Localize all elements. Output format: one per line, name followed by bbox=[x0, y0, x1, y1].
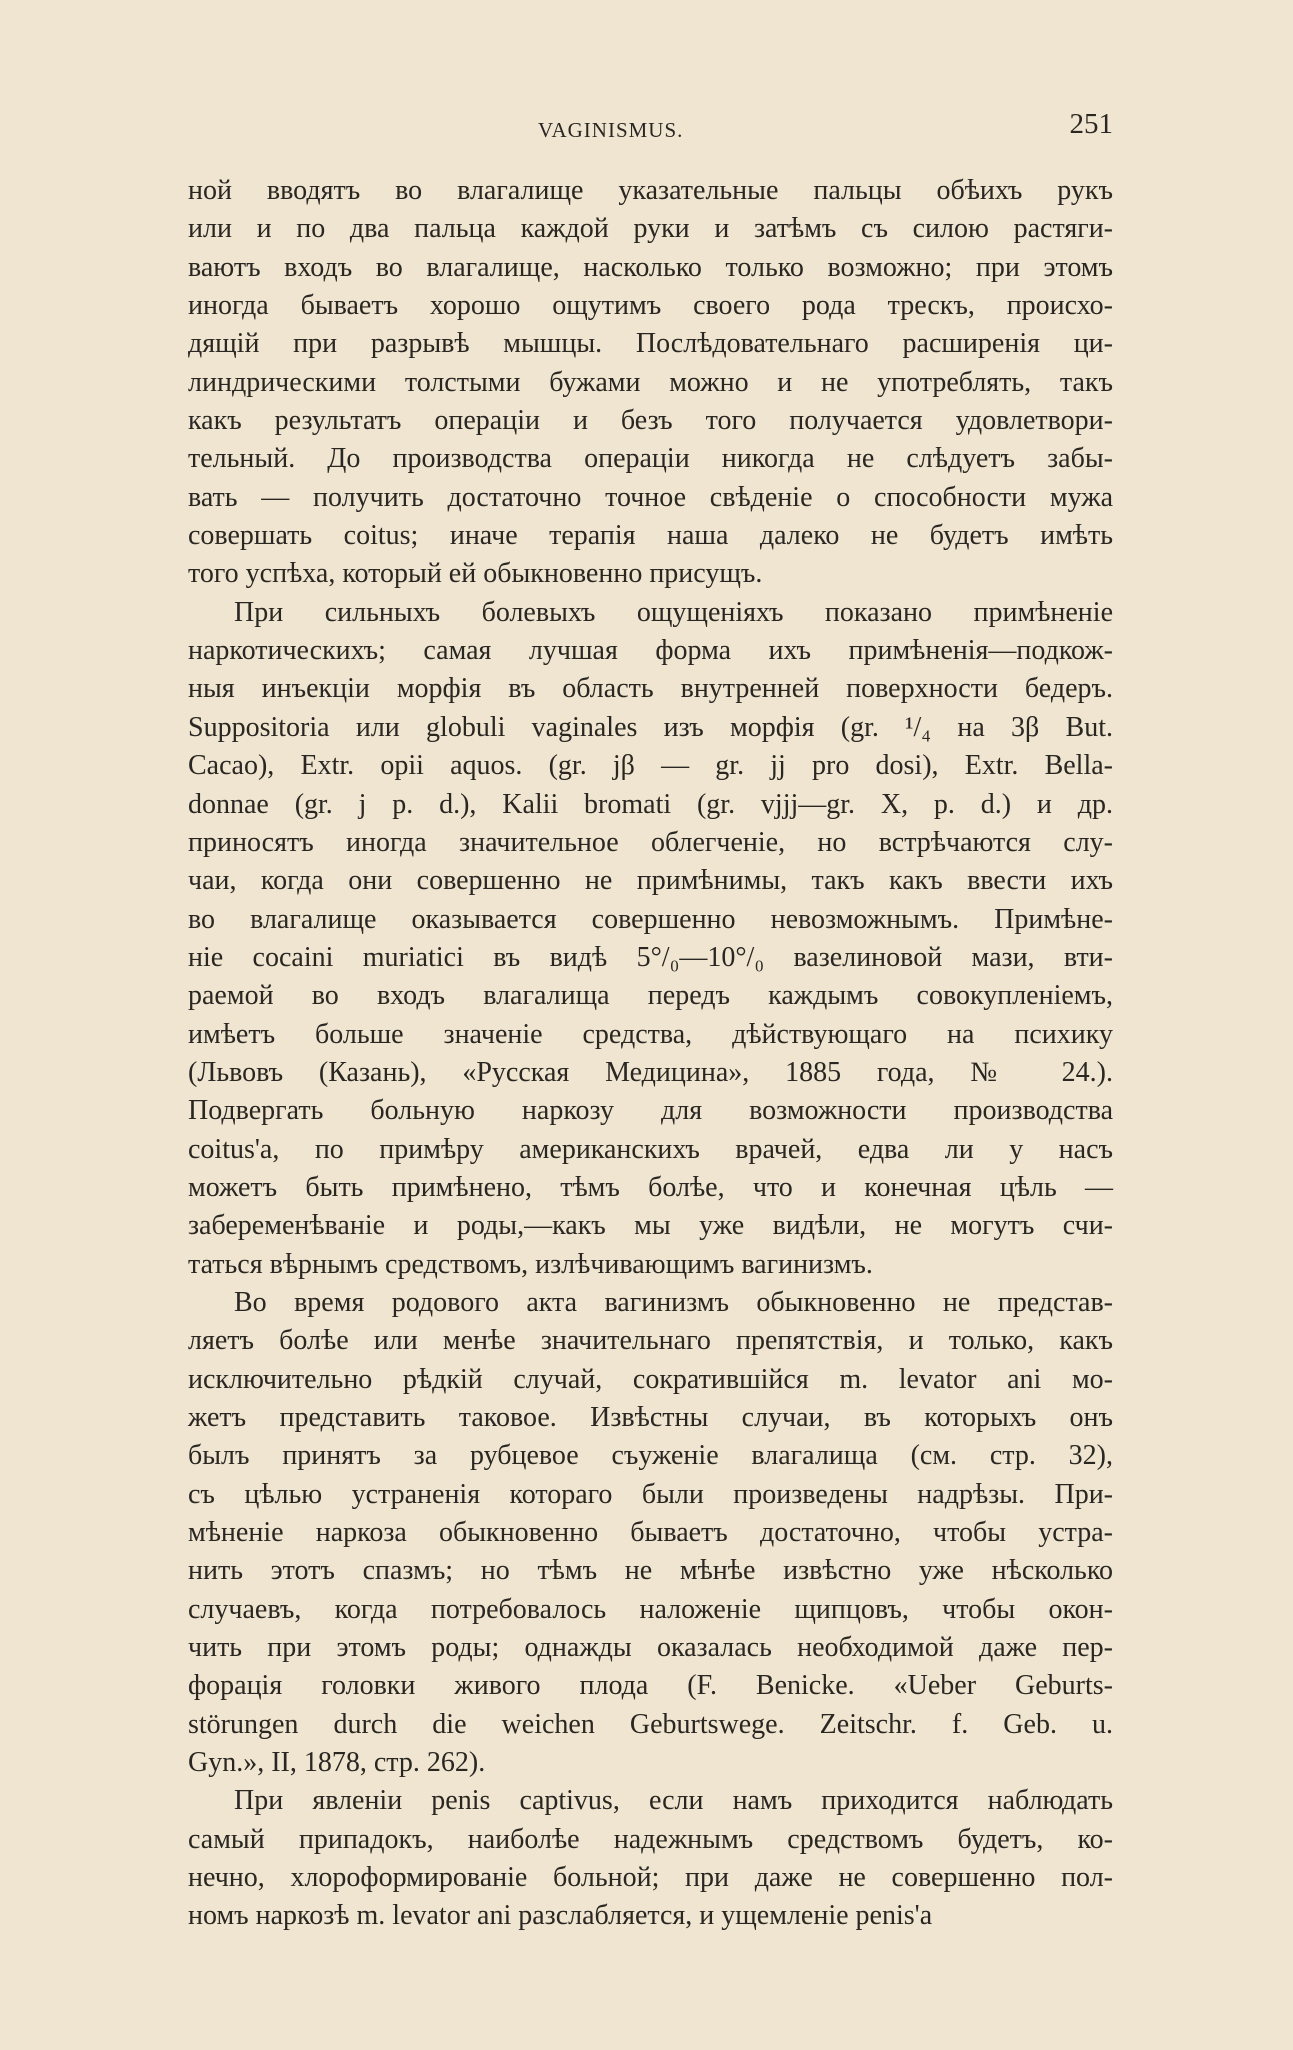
text-line: случаевъ, когда потребовалось наложеніе щипцовъ, чтобы окон- bbox=[188, 1593, 1113, 1625]
text-line: нечно, хлороформированіе больной; при даже не совершенно пол- bbox=[188, 1862, 1113, 1894]
text-line: (Львовъ (Казань), «Русская Медицина», 1885 года, № 24.). bbox=[188, 1056, 1113, 1088]
text-line: линдрическими толстыми бужами можно и не употреблять, такъ bbox=[188, 366, 1113, 398]
text-line: дящій при разрывѣ мышцы. Послѣдовательнаго расширенія ци- bbox=[188, 328, 1113, 360]
text-line: приносятъ иногда значительное облегченіе, но встрѣчаются слу- bbox=[188, 826, 1113, 858]
text-line: störungen durch die weichen Geburtswege. Zeitschr. f. Geb. u. bbox=[188, 1708, 1113, 1740]
text-line: таться вѣрнымъ средствомъ, излѣчивающимъ вагинизмъ. bbox=[188, 1248, 873, 1280]
text-line: какъ результатъ операціи и безъ того получается удовлетвори- bbox=[188, 405, 1113, 437]
text-line: иногда бываетъ хорошо ощутимъ своего рода трескъ, происхо- bbox=[188, 290, 1113, 322]
text-line: исключительно рѣдкій случай, сократившійся m. levator ani мо- bbox=[188, 1363, 1113, 1395]
text-line: Gyn.», II, 1878, стр. 262). bbox=[188, 1747, 486, 1779]
running-head bbox=[188, 108, 1113, 148]
text-line: того успѣха, который ей обыкновенно присущъ. bbox=[188, 558, 763, 590]
text-line: ваютъ входъ во влагалище, насколько только возможно; при этомъ bbox=[188, 251, 1113, 283]
text-line: мѣненіе наркоза обыкновенно бываетъ достаточно, чтобы устра- bbox=[188, 1517, 1113, 1549]
text-line: тельный. До производства операціи никогда не слѣдуетъ забы- bbox=[188, 443, 1113, 475]
text-line: или и по два пальца каждой руки и затѣмъ съ силою растяги- bbox=[188, 213, 1113, 245]
text-line: имѣетъ больше значеніе средства, дѣйствующаго на психику bbox=[188, 1018, 1113, 1050]
text-line: Suppositoria или globuli vaginales изъ морфія (gr. ¹/₄ на 3β But. bbox=[188, 711, 1113, 743]
text-line: Cacao), Extr. opii aquos. (gr. jβ — gr. jj pro dosi), Extr. Bella- bbox=[188, 750, 1113, 782]
page-number: 251 bbox=[1069, 108, 1113, 140]
text-line: ныя инъекціи морфія въ область внутренней поверхности бедеръ. bbox=[188, 673, 1113, 705]
text-line: ной вводятъ во влагалище указательные пальцы обѣихъ рукъ bbox=[188, 175, 1113, 206]
text-line: При сильныхъ болевыхъ ощущеніяхъ показано примѣненіе bbox=[234, 596, 1113, 628]
text-line: чаи, когда они совершенно не примѣнимы, такъ какъ ввести ихъ bbox=[188, 865, 1113, 897]
text-line: самый припадокъ, наиболѣе надежнымъ средствомъ будетъ, ко- bbox=[188, 1823, 1113, 1855]
text-line: раемой во входъ влагалища передъ каждымъ совокупленіемъ, bbox=[188, 980, 1113, 1012]
text-line: вать — получить достаточно точное свѣденіе о способности мужа bbox=[188, 481, 1113, 513]
text-line: номъ наркозѣ m. levator ani разслабляется, и ущемленіе penis'а bbox=[188, 1900, 933, 1932]
text-line: donnae (gr. j p. d.), Kalii bromati (gr. vjjj—gr. X, p. d.) и др. bbox=[188, 788, 1113, 820]
text-line: совершать coitus; иначе терапія наша далеко не будетъ имѣть bbox=[188, 520, 1113, 552]
text-line: нить этотъ спазмъ; но тѣмъ не мѣнѣе извѣстно уже нѣсколько bbox=[188, 1555, 1113, 1587]
text-line: наркотическихъ; самая лучшая форма ихъ примѣненія—подкож- bbox=[188, 635, 1113, 667]
text-line: При явленіи penis captivus, если намъ приходится наблюдать bbox=[234, 1785, 1113, 1817]
text-line: можетъ быть примѣнено, тѣмъ болѣе, что и конечная цѣль — bbox=[188, 1171, 1113, 1203]
text-line: форація головки живого плода (F. Benicke. «Ueber Geburts- bbox=[188, 1670, 1113, 1702]
body-text bbox=[188, 172, 1113, 1936]
text-line: чить при этомъ роды; однажды оказалась необходимой даже пер- bbox=[188, 1632, 1113, 1664]
text-line: забеременѣваніе и роды,—какъ мы уже видѣли, не могутъ счи- bbox=[188, 1210, 1113, 1242]
text-line: Во время родового акта вагинизмъ обыкновенно не представ- bbox=[234, 1286, 1113, 1318]
text-line: coitus'а, по примѣру американскихъ врачей, едва ли у насъ bbox=[188, 1133, 1113, 1165]
text-line: ніе cocaini muriatici въ видѣ 5°/₀—10°/₀ вазелиновой мази, вти- bbox=[188, 941, 1113, 973]
running-title: VAGINISMUS. bbox=[538, 118, 684, 142]
text-line: во влагалище оказывается совершенно невозможнымъ. Примѣне- bbox=[188, 903, 1113, 935]
text-line: съ цѣлью устраненія котораго были произведены надрѣзы. При- bbox=[188, 1478, 1113, 1510]
text-line: Подвергать больную наркозу для возможности производства bbox=[188, 1095, 1113, 1127]
text-line: жетъ представить таковое. Извѣстны случаи, въ которыхъ онъ bbox=[188, 1402, 1113, 1433]
text-line: былъ принятъ за рубцевое съуженіе влагалища (см. стр. 32), bbox=[188, 1440, 1113, 1472]
text-line: ляетъ болѣе или менѣе значительнаго препятствія, и только, какъ bbox=[188, 1325, 1113, 1357]
